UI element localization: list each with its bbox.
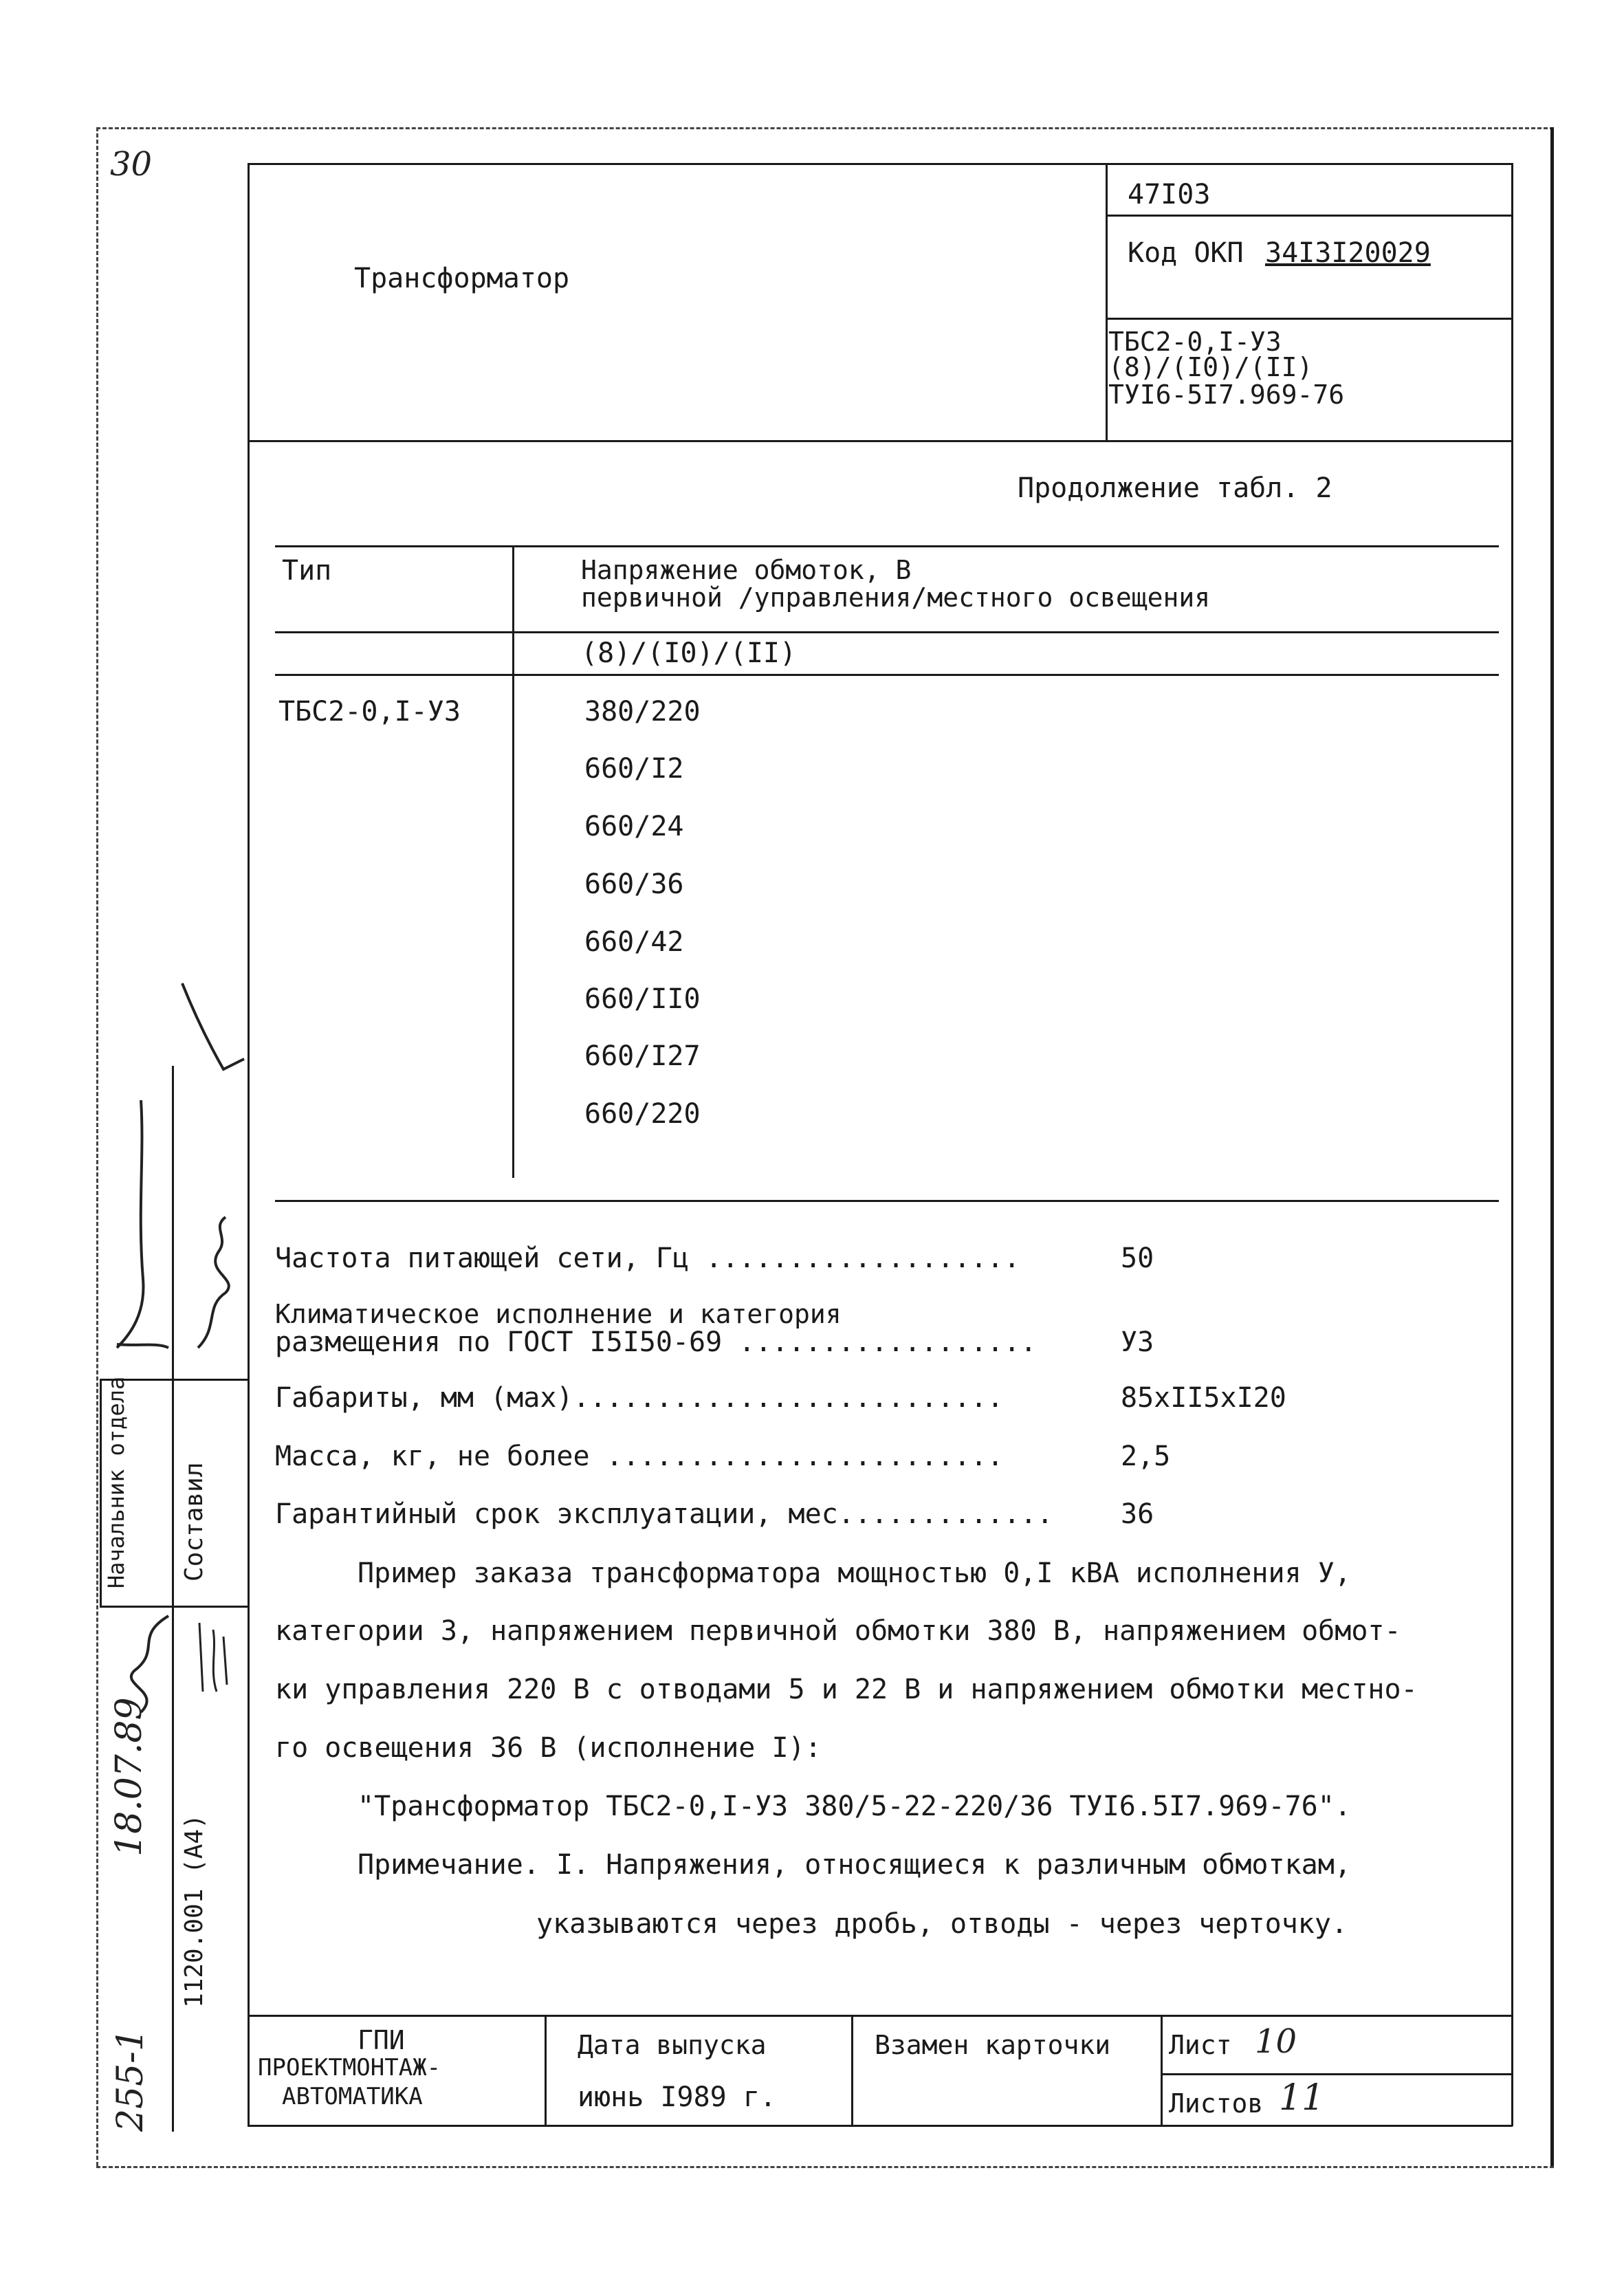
outer-border-bottom: [96, 2166, 1554, 2168]
spec-climate-label: размещения по ГОСТ I5I50-69 ..................: [275, 1326, 1037, 1358]
margin-made-label: Составил: [180, 1462, 208, 1582]
page-number-hand: 30: [110, 145, 153, 184]
signature-made-2: [186, 1616, 241, 1698]
footer-sheet-line: [1161, 2073, 1511, 2075]
header-code: 47I03: [1128, 179, 1211, 210]
example-line4: го освещения 36 В (исполнение I):: [275, 1732, 822, 1764]
header-type-line1: ТБС2-0,I-УЗ: [1108, 327, 1282, 357]
footer-sheets-value: 11: [1279, 2077, 1325, 2119]
voltage-row: 380/220: [584, 696, 701, 728]
spec-warranty-value: 36: [1121, 1498, 1154, 1530]
footer-div1: [545, 2015, 547, 2125]
table-subheader: (8)/(I0)/(II): [581, 637, 797, 669]
footer-sheet-label: Лист: [1169, 2030, 1232, 2060]
table-top: [275, 545, 1499, 547]
spec-climate-value: УЗ: [1121, 1326, 1154, 1358]
spec-frequency-label: Частота питающей сети, Гц ...................: [275, 1243, 1020, 1274]
footer-sheets-label: Листов: [1169, 2088, 1264, 2119]
margin-stamp-left: [100, 1379, 102, 1606]
table-bottom: [275, 1200, 1499, 1202]
spec-mass-value: 2,5: [1121, 1441, 1171, 1472]
outer-border-top: [96, 127, 1554, 129]
note-line1: Примечание. I. Напряжения, относящиеся к различным обмоткам,: [358, 1849, 1351, 1881]
footer-top: [248, 2015, 1513, 2017]
footer-org-line3: АВТОМАТИКА: [282, 2083, 423, 2110]
header-type-line2: (8)/(I0)/(II): [1108, 352, 1313, 382]
voltage-row: 660/42: [584, 926, 684, 958]
header-divider: [1106, 163, 1108, 441]
outer-border-left: [96, 127, 98, 2166]
continuation-label: Продолжение табл. 2: [1018, 472, 1332, 504]
signature-made: [177, 1210, 246, 1362]
footer-sheet-value: 10: [1255, 2022, 1297, 2061]
table-subheader-line: [275, 674, 1499, 676]
spec-dimensions-label: Габариты, мм (мах)..........................: [275, 1382, 1004, 1414]
footer-div2: [851, 2015, 853, 2125]
table-col-divider: [512, 545, 514, 1178]
outer-border-right: [1550, 127, 1554, 2166]
margin-number-hand: 255-1: [110, 2029, 151, 2132]
voltage-row: 660/36: [584, 868, 684, 900]
margin-doc-code: 1120.001 (A4): [180, 1814, 208, 2008]
example-line2: категории 3, напряжением первичной обмотки 380 В, напряжением обмот-: [275, 1615, 1401, 1647]
example-order: "Трансформатор ТБС2-0,I-УЗ 380/5-22-220/36 ТУI6.5I7.969-76".: [358, 1791, 1351, 1822]
header-type-line3: ТУI6-5I7.969-76: [1108, 380, 1345, 410]
footer-date-value: июнь I989 г.: [578, 2081, 776, 2113]
footer-replace-label: Взамен карточки: [875, 2030, 1111, 2060]
spec-climate-label-line1: Климатическое исполнение и категория: [275, 1299, 842, 1329]
example-line1: Пример заказа трансформатора мощностью 0,I кВА исполнения У,: [358, 1557, 1351, 1589]
spec-dimensions-value: 85хII5хI20: [1121, 1382, 1286, 1414]
table-col1-header: Тип: [282, 555, 332, 587]
footer-div3: [1161, 2015, 1163, 2125]
footer-org-line2: ПРОЕКТМОНТАЖ-: [258, 2054, 441, 2081]
voltage-row: 660/I27: [584, 1040, 701, 1072]
spec-warranty-label: Гарантийный срок эксплуатации, мес.............: [275, 1498, 1053, 1530]
voltage-row: 660/I2: [584, 753, 684, 785]
signature-head: [103, 1073, 179, 1362]
voltage-row: 660/220: [584, 1098, 701, 1130]
example-line3: ки управления 220 В с отводами 5 и 22 В и напряжением обмотки местно-: [275, 1674, 1418, 1705]
footer-org-line1: ГПИ: [358, 2025, 405, 2055]
frame-bottom: [248, 2125, 1513, 2127]
voltage-row: 660/II0: [584, 983, 701, 1015]
header-title: Трансформатор: [354, 263, 570, 294]
spec-frequency-value: 50: [1121, 1243, 1154, 1274]
footer-date-label: Дата выпуска: [578, 2030, 767, 2060]
voltage-row: 660/24: [584, 811, 684, 842]
table-col2-header-line2: первичной /управления/местного освещения: [581, 582, 1211, 613]
header-okp-value: 34I3I20029: [1265, 237, 1431, 269]
note-line2: указываются через дробь, отводы - через черточку.: [536, 1908, 1348, 1940]
margin-head-label: Начальник отдела: [103, 1376, 129, 1588]
frame-top: [248, 163, 1513, 165]
frame-right: [1511, 163, 1513, 2126]
table-col2-header-line1: Напряжение обмоток, В: [581, 555, 912, 585]
signature-check: [175, 976, 251, 1080]
header-bottom: [248, 440, 1513, 442]
frame-left: [248, 163, 250, 2126]
header-okp-line: [1106, 318, 1511, 320]
header-code-line: [1106, 215, 1511, 217]
margin-date-hand: 18.07.89: [109, 1697, 150, 1857]
signature-date: [120, 1609, 182, 1719]
header-okp-label: Код ОКП: [1128, 237, 1244, 269]
table-type-value: ТБС2-0,I-УЗ: [278, 696, 461, 728]
spec-mass-label: Масса, кг, не более ........................: [275, 1441, 1004, 1472]
table-header-line: [275, 631, 1499, 633]
